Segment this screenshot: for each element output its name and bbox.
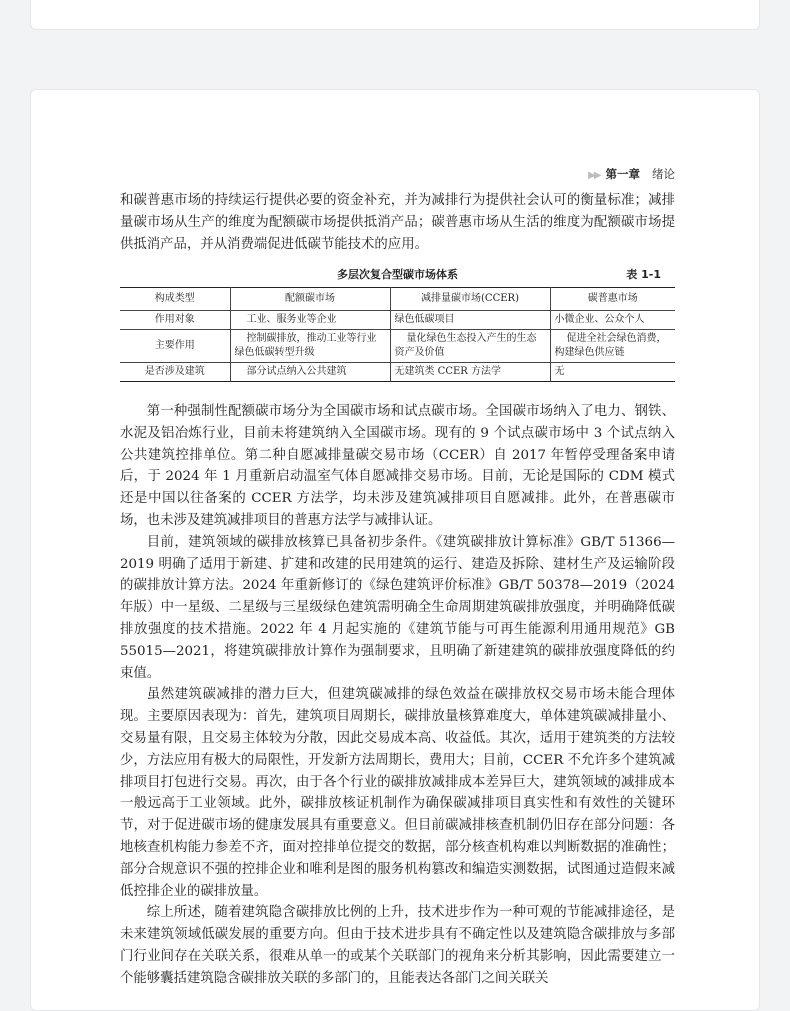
chapter-title: 绪论 bbox=[652, 167, 675, 181]
body-paragraph: 第一种强制性配额碳市场分为全国碳市场和试点碳市场。全国碳市场纳入了电力、钢铁、水泥及铝冶炼行业，目前未将建筑纳入全国碳市场。现有的 9 个试点碳市场中 3 个试点纳入公共建筑控排单位。第二种自愿减排量碳交易市场（CCER）自 2017 年暂停受理备案申请后，于 2024 年 1 月重新启动温室气体自愿减排交易市场。目前，无论是国际的 CDM 模式还是中国以往备案的 CCER 方法学，均未涉及建筑减排项目自愿减排。此外，在普惠碳市场，也未涉及建筑减排项目的普惠方法学与减排认证。 bbox=[120, 404, 675, 528]
table-caption bbox=[120, 266, 675, 286]
table-cell: 控制碳排放，推动工业等行业绿色低碳转型升级 bbox=[230, 330, 390, 363]
table-cell: 作用对象 bbox=[120, 311, 230, 330]
table-row bbox=[120, 330, 675, 363]
intro-paragraph: 和碳普惠市场的持续运行提供必要的资金补充，并为减排行为提供社会认可的衡量标准；减排量碳市场从生产的维度为配额碳市场提供抵消产品；碳普惠市场从生活的维度为配额碳市场提供抵消产品，并从消费端促进低碳节能技术的应用。 bbox=[120, 193, 675, 252]
intro-paragraph-block bbox=[120, 190, 675, 255]
carbon-market-table bbox=[120, 287, 675, 382]
running-header bbox=[120, 166, 675, 182]
previous-page-card bbox=[30, 0, 760, 30]
table-cell: 是否涉及建筑 bbox=[120, 363, 230, 382]
table-cell: 促进全社会绿色消费，构建绿色供应链 bbox=[550, 330, 675, 363]
table-row bbox=[120, 363, 675, 382]
table-cell: 工业、服务业等企业 bbox=[230, 311, 390, 330]
chapter-number: 第一章 bbox=[605, 167, 640, 181]
body-paragraph: 综上所述，随着建筑隐含碳排放比例的上升，技术进步作为一种可观的节能减排途径，是未来建筑领域低碳发展的重要方向。但由于技术进步具有不确定性以及建筑隐含碳排放与多部门行业间存在关联关系，很难从单一的或某个关联部门的视角来分析其影响，因此需要建立一个能够囊括建筑隐含碳排放关联的多部门的，且能表达各部门之间关联关 bbox=[120, 905, 675, 986]
table-cell: 部分试点纳入公共建筑 bbox=[230, 363, 390, 382]
table-cell: 量化绿色生态投入产生的生态资产及价值 bbox=[390, 330, 550, 363]
table-cell: 主要作用 bbox=[120, 330, 230, 363]
body-paragraph: 目前，建筑领域的碳排放核算已具备初步条件。《建筑碳排放计算标准》GB/T 51366—2019 明确了适用于新建、扩建和改建的民用建筑的运行、建造及拆除、建材生产及运输阶段的碳排放计算方法。2024 年重新修订的《绿色建筑评价标准》GB/T 50378—2019（2024 年版）中一星级、二星级与三星级绿色建筑需明确全生命周期建筑碳排放强度，并明确降低碳排放强度的技术措施。2022 年 4 月起实施的《建筑节能与可再生能源利用通用规范》GB 55015—2021，将建筑碳排放计算作为强制要求，且明确了新建建筑的碳排放强度降低的约束值。 bbox=[120, 534, 675, 681]
table-cell: 无 bbox=[550, 363, 675, 382]
table-header-cell: 配额碳市场 bbox=[230, 288, 390, 311]
table-header-row bbox=[120, 288, 675, 311]
table-row bbox=[120, 311, 675, 330]
table-header-cell: 构成类型 bbox=[120, 288, 230, 311]
table-cell: 绿色低碳项目 bbox=[390, 311, 550, 330]
main-text-block bbox=[120, 401, 675, 990]
table-title: 多层次复合型碳市场体系 bbox=[337, 268, 458, 281]
chapter-arrow-icon: ▶▶ bbox=[588, 170, 600, 181]
table-cell: 小微企业、公众个人 bbox=[550, 311, 675, 330]
table-header-cell: 减排量碳市场(CCER) bbox=[390, 288, 550, 311]
body-paragraph: 虽然建筑碳减排的潜力巨大，但建筑碳减排的绿色效益在碳排放权交易市场未能合理体现。主要原因表现为：首先，建筑项目周期长，碳排放量核算难度大，单体建筑碳减排量小、交易量有限，且交易主体较为分散，因此交易成本高、收益低。其次，适用于建筑类的方法较少，方法应用有极大的局限性，开发新方法周期长，费用大；目前，CCER 不允许多个建筑减排项目打包进行交易。再次，由于各个行业的碳排放减排成本差异巨大，建筑领域的减排成本一般远高于工业领域。此外，碳排放核证机制作为确保碳减排项目真实性和有效性的关键环节，对于促进碳市场的健康发展具有重要意义。但目前碳减排核查机制仍旧存在部分问题：各地核查机构能力参差不齐，面对控排单位提交的数据，部分核查机构难以判断数据的准确性；部分合规意识不强的控排企业和唯利是图的服务机构篡改和编造实测数据，试图通过造假来减低控排企业的碳排放量。 bbox=[120, 687, 675, 899]
table-cell: 无建筑类 CCER 方法学 bbox=[390, 363, 550, 382]
table-number: 表 1-1 bbox=[626, 268, 661, 281]
table-header-cell: 碳普惠市场 bbox=[550, 288, 675, 311]
